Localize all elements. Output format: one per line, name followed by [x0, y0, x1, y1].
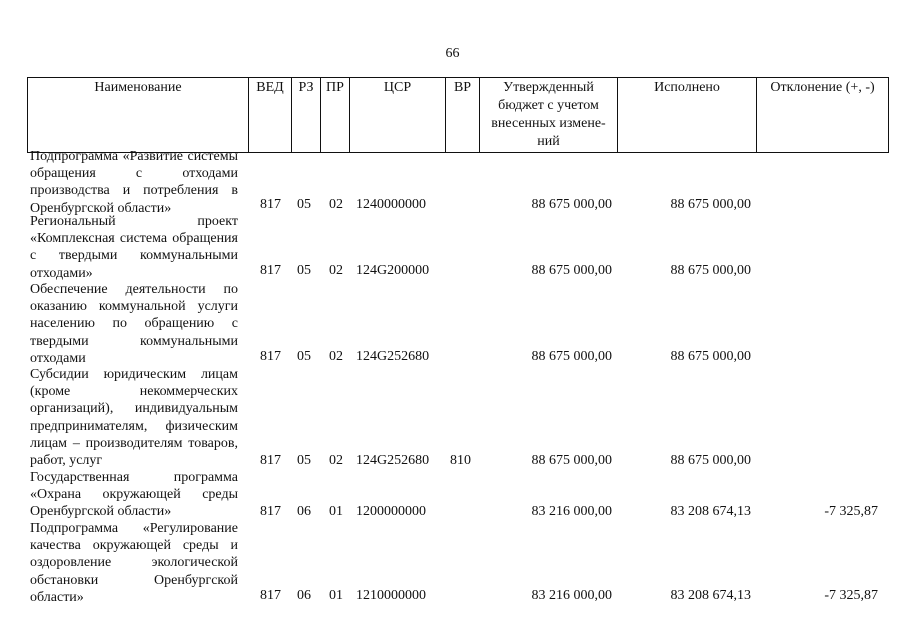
row-csr: 1210000000	[356, 588, 426, 603]
row-pr: 02	[329, 197, 343, 212]
row-executed: 88 675 000,00	[670, 349, 751, 364]
column-header-deviation: Отклонение (+, -)	[757, 78, 889, 153]
row-approved: 88 675 000,00	[531, 197, 612, 212]
row-rz: 05	[297, 453, 311, 468]
row-pr: 02	[329, 453, 343, 468]
row-csr: 124G200000	[356, 263, 430, 278]
row-ved: 817	[260, 349, 281, 364]
row-executed: 88 675 000,00	[670, 263, 751, 278]
row-ved: 817	[260, 588, 281, 603]
row-rz: 05	[297, 263, 311, 278]
row-ved: 817	[260, 504, 281, 519]
row-approved: 83 216 000,00	[531, 504, 612, 519]
row-pr: 02	[329, 263, 343, 278]
row-rz: 05	[297, 349, 311, 364]
row-approved: 88 675 000,00	[531, 349, 612, 364]
row-deviation: -7 325,87	[824, 504, 878, 519]
row-pr: 01	[329, 504, 343, 519]
page-number: 66	[445, 46, 460, 61]
row-executed: 88 675 000,00	[670, 197, 751, 212]
column-header-vr: ВР	[446, 78, 480, 153]
row-approved: 88 675 000,00	[531, 263, 612, 278]
row-deviation: -7 325,87	[824, 588, 878, 603]
row-csr: 1200000000	[356, 504, 426, 519]
row-name: Государственная программа «Охрана окружающей среды Оренбургской области»	[30, 470, 238, 520]
row-csr: 1240000000	[356, 197, 426, 212]
row-approved: 83 216 000,00	[531, 588, 612, 603]
row-name: Обеспечение деятельности по оказанию коммунальной услуги населению по обращению с твердыми коммунальными отходами	[30, 282, 238, 366]
column-header-pr: ПР	[321, 78, 350, 153]
row-executed: 83 208 674,13	[670, 504, 751, 519]
row-vr: 810	[450, 453, 471, 468]
row-csr: 124G252680	[356, 453, 430, 468]
row-name: Региональный проект «Комплексная система обращения с твердыми коммунальными отходами»	[30, 214, 238, 281]
row-csr: 124G252680	[356, 349, 430, 364]
row-ved: 817	[260, 263, 281, 278]
row-executed: 83 208 674,13	[670, 588, 751, 603]
row-rz: 06	[297, 504, 311, 519]
column-header-executed: Исполнено	[618, 78, 757, 153]
row-pr: 02	[329, 349, 343, 364]
row-name: Подпрограмма «Развитие системы обращения с отходами производства и потребления в Оренбургской области»	[30, 149, 238, 216]
row-name: Подпрограмма «Регулирование качества окружающей среды и оздоровление экологической обстановки Оренбургской области»	[30, 521, 238, 605]
row-executed: 88 675 000,00	[670, 453, 751, 468]
column-header-csr: ЦСР	[350, 78, 446, 153]
row-approved: 88 675 000,00	[531, 453, 612, 468]
row-name: Субсидии юридическим лицам (кроме некоммерческих организаций), индивидуальным предпринимателям, физическим лицам – производителям товаров, работ, услуг	[30, 367, 238, 469]
column-header-rz: РЗ	[292, 78, 321, 153]
row-pr: 01	[329, 588, 343, 603]
row-ved: 817	[260, 197, 281, 212]
row-rz: 05	[297, 197, 311, 212]
column-header-approved: Утвержденный бюджет с учетом внесенных измене-ний	[480, 78, 618, 153]
row-rz: 06	[297, 588, 311, 603]
column-header-ved: ВЕД	[249, 78, 292, 153]
column-header-name: Наименование	[28, 78, 249, 153]
row-ved: 817	[260, 453, 281, 468]
